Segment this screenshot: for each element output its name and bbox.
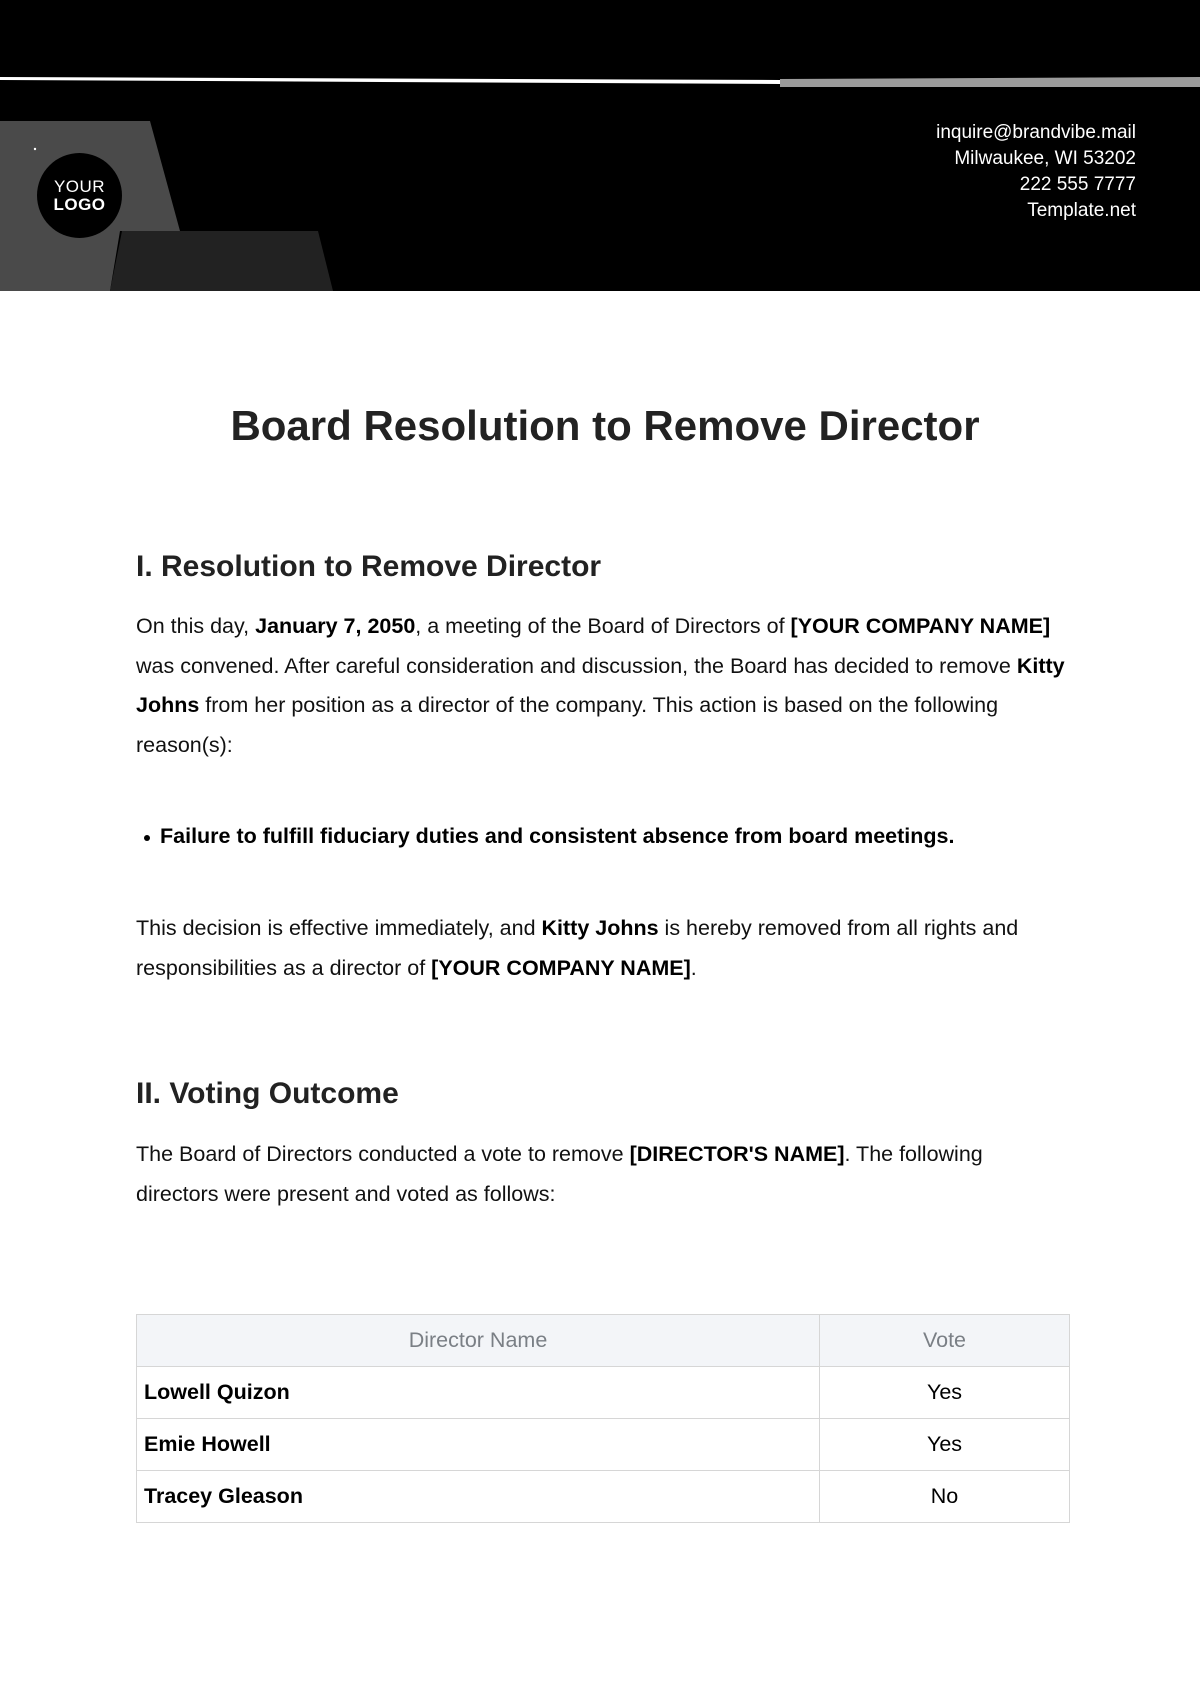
text-run: , a meeting of the Board of Directors of [415, 614, 791, 638]
section1-paragraph [136, 607, 1070, 765]
document-header [0, 0, 1200, 291]
contact-info [936, 120, 1136, 224]
company-logo [37, 153, 122, 238]
contact-address: Milwaukee, WI 53202 [954, 148, 1136, 169]
director-name-placeholder: [DIRECTOR'S NAME] [629, 1142, 845, 1166]
contact-website: Template.net [1027, 200, 1136, 221]
company-name-placeholder: [YOUR COMPANY NAME] [431, 955, 691, 980]
text-run: On this day, [136, 614, 256, 638]
header-dot [34, 148, 36, 150]
section2-paragraph [136, 1135, 1070, 1214]
logo-line-your: YOUR [53, 176, 106, 196]
director-name: Kitty Johns [541, 916, 659, 940]
table-header-row [137, 1315, 1070, 1367]
text-run: is hereby removed from all rights and responsibilities as a director of [136, 916, 1019, 980]
vote-cell: Yes [820, 1367, 1070, 1419]
header-dark-shape [110, 231, 333, 291]
text-run: from her position as a director of the company. This action is based on the following reason(s): [136, 693, 999, 757]
column-header-director-name: Director Name [137, 1315, 820, 1367]
company-name-placeholder: [YOUR COMPANY NAME] [790, 614, 1051, 638]
section1-heading: I. Resolution to Remove Director [136, 550, 602, 583]
logo-line-logo: LOGO [53, 194, 106, 214]
table-row [137, 1419, 1070, 1471]
document-title: Board Resolution to Remove Director [230, 402, 980, 449]
vote-cell: No [820, 1471, 1070, 1523]
text-run: was convened. After careful consideration and discussion, the Board has decided to remove [136, 653, 1017, 678]
contact-phone: 222 555 7777 [1019, 174, 1136, 195]
reasons-list [136, 824, 1070, 849]
director-name: Kitty Johns [136, 653, 1065, 717]
text-run: . [690, 955, 697, 980]
director-name-cell: Tracey Gleason [137, 1471, 820, 1523]
table-row [137, 1471, 1070, 1523]
director-name-cell: Emie Howell [137, 1419, 820, 1471]
section1-effective-paragraph [136, 909, 1070, 988]
meeting-date: January 7, 2050 [255, 614, 416, 638]
vote-cell: Yes [820, 1419, 1070, 1471]
header-white-stripe [0, 77, 780, 84]
voting-table [136, 1314, 1070, 1523]
table-row [137, 1367, 1070, 1419]
contact-email: inquire@brandvibe.mail [936, 122, 1136, 143]
section2-heading: II. Voting Outcome [136, 1077, 399, 1110]
director-name-cell: Lowell Quizon [137, 1367, 820, 1419]
text-run: The Board of Directors conducted a vote to remove [136, 1142, 630, 1166]
text-run: This decision is effective immediately, and [136, 916, 542, 940]
text-run: . The following directors were present and voted as follows: [136, 1142, 983, 1206]
column-header-vote: Vote [820, 1315, 1070, 1367]
header-gray-stripe [780, 77, 1200, 87]
reason-item: Failure to fulfill fiduciary duties and consistent absence from board meetings. [136, 824, 1070, 849]
